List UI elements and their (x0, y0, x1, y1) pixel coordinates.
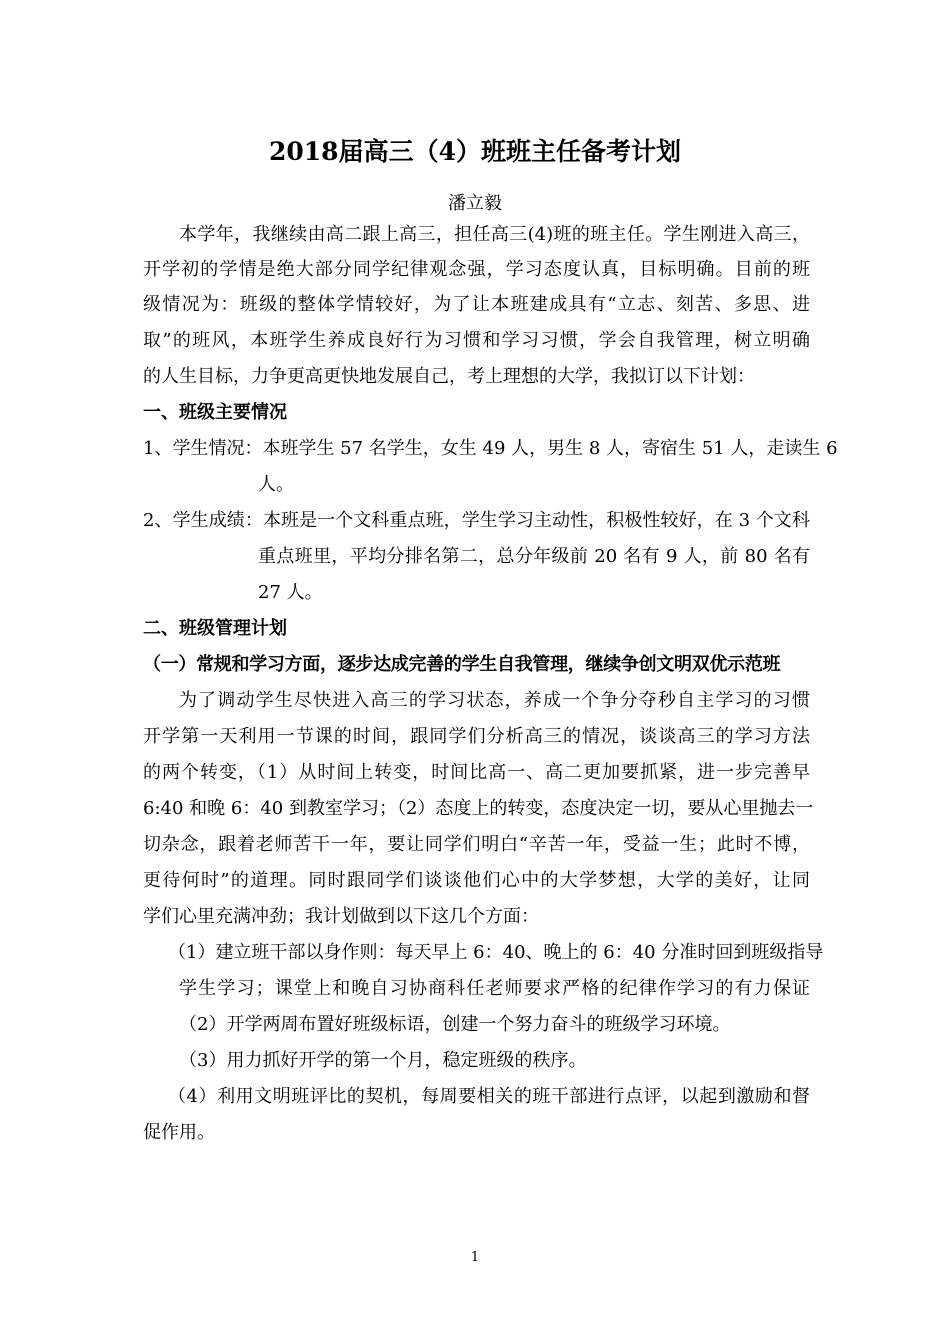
student-info-line: 1、学生情况：本班学生 57 名学生，女生 49 人，男生 8 人，寄宿生 51 人，走读生 6 (143, 438, 838, 459)
plan-line: 切杂念，跟着老师苦干一年，要让同学们明白“辛苦一年，受益一生；此时不博， (143, 834, 810, 855)
intro-line: 开学初的学情是绝大部分同学纪律观念强，学习态度认真，目标明确。目前的班 (143, 259, 810, 280)
plan-line: 学们心里充满冲劲；我计划做到以下这几个方面： (143, 906, 539, 927)
student-info-line: 人。 (258, 474, 294, 495)
document-title: 2018届高三（4）班班主任备考计划 (269, 137, 681, 166)
plan-line: 6:40 和晚 6：40 到教室学习；（2）态度上的转变，态度决定一切，要从心里抛去一 (143, 798, 814, 819)
intro-line: 本学年，我继续由高二跟上高三，担任高三(4)班的班主任。学生刚进入高三， (179, 224, 810, 245)
student-score-line: 重点班里，平均分排名第二，总分年级前 20 名有 9 人，前 80 名有 (258, 546, 810, 567)
list-item: （3）用力抓好开学的第一个月，稳定班级的秩序。 (179, 1050, 587, 1071)
list-item: （4）利用文明班评比的契机，每周要相关的班干部进行点评，以起到激励和督 (168, 1086, 810, 1107)
plan-line: 的两个转变，（1）从时间上转变，时间比高一、高二更加要抓紧，进一步完善早 (143, 762, 810, 783)
subsection-heading: （一）常规和学习方面，逐步达成完善的学生自我管理，继续争创文明双优示范班 (143, 654, 781, 675)
list-item: 促作用。 (143, 1122, 215, 1143)
section-heading: 二、班级管理计划 (143, 618, 287, 639)
page-number: 1 (470, 1250, 480, 1265)
student-score-line: 27 人。 (258, 582, 323, 603)
list-item: （2）开学两周布置好班级标语，创建一个努力奋斗的班级学习环境。 (179, 1014, 731, 1035)
plan-line: 为了调动学生尽快进入高三的学习状态，养成一个争分夺秒自主学习的习惯 (179, 690, 810, 711)
plan-line: 更待何时”的道理。同时跟同学们谈谈他们心中的大学梦想，大学的美好，让同 (143, 870, 810, 891)
student-score-line: 2、学生成绩：本班是一个文科重点班，学生学习主动性，积极性较好，在 3 个文科 (143, 510, 810, 531)
author-name: 潘立毅 (448, 193, 502, 214)
list-item: 学生学习；课堂上和晚自习协商科任老师要求严格的纪律作学习的有力保证 (179, 978, 810, 999)
intro-line: 取”的班风，本班学生养成良好行为习惯和学习习惯，学会自我管理，树立明确 (143, 330, 810, 351)
section-heading: 一、班级主要情况 (143, 402, 287, 423)
intro-line: 的人生目标，力争更高更快地发展自己，考上理想的大学，我拟订以下计划： (143, 366, 755, 387)
intro-line: 级情况为：班级的整体学情较好，为了让本班建成具有“立志、刻苦、多思、进 (143, 294, 810, 315)
plan-line: 开学第一天利用一节课的时间，跟同学们分析高三的情况，谈谈高三的学习方法 (143, 726, 810, 747)
list-item: （1）建立班干部以身作则：每天早上 6：40、晚上的 6：40 分准时回到班级指导 (168, 942, 824, 963)
